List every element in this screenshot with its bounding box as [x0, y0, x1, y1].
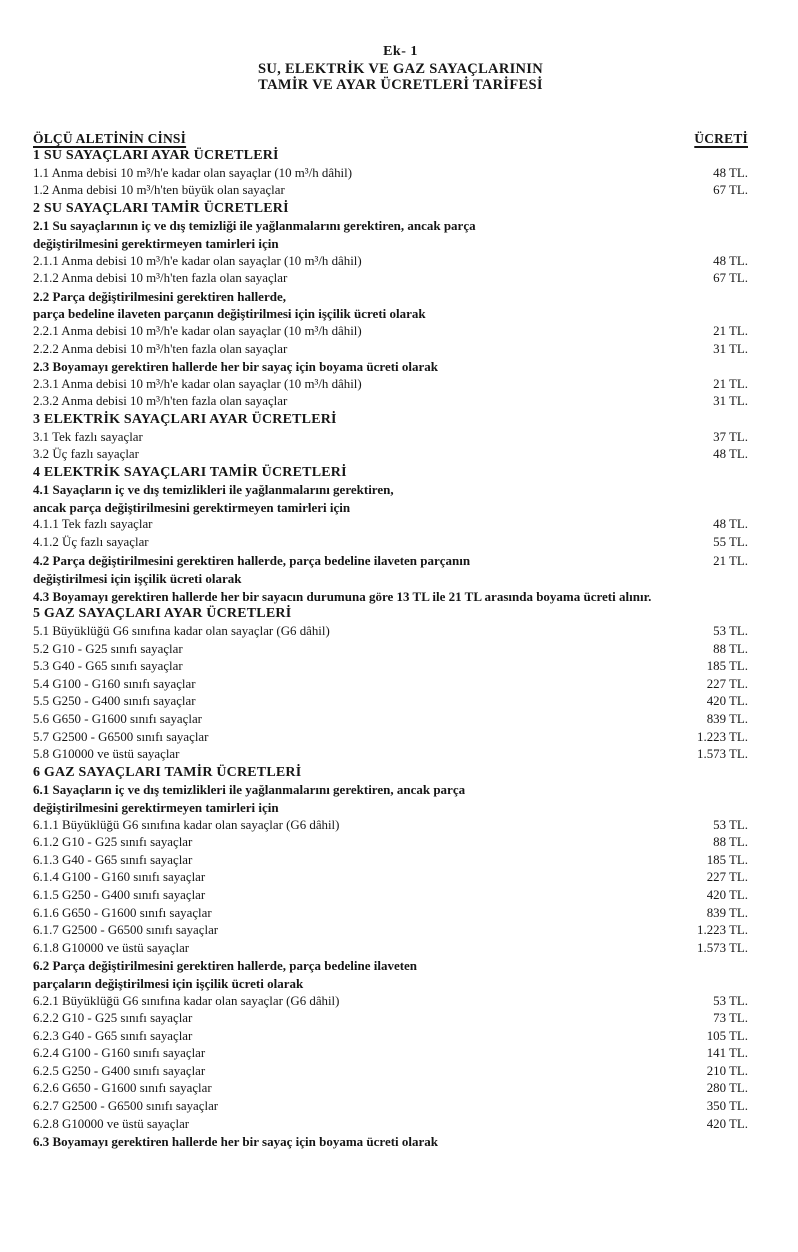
row-label: 5.8 G10000 ve üstü sayaçlar	[33, 747, 180, 762]
row-price: 141 TL.	[706, 1046, 748, 1061]
table-row	[33, 1116, 748, 1134]
row-label: 4.1.1 Tek fazlı sayaçlar	[33, 517, 153, 532]
table-row	[33, 957, 748, 975]
row-label: 5.1 Büyüklüğü G6 sınıfına kadar olan sayaçlar (G6 dâhil)	[33, 624, 330, 639]
table-row	[33, 676, 748, 694]
row-label: 6.1.7 G2500 - G6500 sınıfı sayaçlar	[33, 923, 219, 938]
table-row	[33, 887, 748, 905]
row-label: 5.5 G250 - G400 sınıfı sayaçlar	[33, 694, 196, 709]
row-price: 185 TL.	[706, 659, 748, 674]
row-label: 5.7 G2500 - G6500 sınıfı sayaçlar	[33, 729, 209, 744]
table-row	[33, 253, 748, 271]
table-row	[33, 182, 748, 200]
table-row	[33, 534, 748, 552]
row-label: 6.2.4 G100 - G160 sınıfı sayaçlar	[33, 1046, 206, 1061]
row-label: 1 SU SAYAÇLARI AYAR ÜCRETLERİ	[33, 148, 279, 163]
row-label: 2.1.2 Anma debisi 10 m³/h'ten fazla olan sayaçlar	[33, 271, 288, 286]
row-label: 6.2.7 G2500 - G6500 sınıfı sayaçlar	[33, 1099, 219, 1114]
row-price: 280 TL.	[706, 1081, 748, 1096]
table-row	[33, 799, 748, 817]
table-row	[33, 658, 748, 676]
table-row	[33, 711, 748, 729]
row-price: 105 TL.	[706, 1028, 748, 1043]
row-label: 6.2.5 G250 - G400 sınıfı sayaçlar	[33, 1063, 206, 1078]
row-label: 6.1.1 Büyüklüğü G6 sınıfına kadar olan sayaçlar (G6 dâhil)	[33, 817, 340, 832]
row-label: 2.3.2 Anma debisi 10 m³/h'ten fazla olan sayaçlar	[33, 394, 288, 409]
row-label: 6.2.6 G650 - G1600 sınıfı sayaçlar	[33, 1081, 212, 1096]
row-price: 53 TL.	[713, 993, 748, 1008]
table-row	[33, 481, 748, 499]
row-label: 5.6 G650 - G1600 sınıfı sayaçlar	[33, 712, 202, 726]
table-row	[33, 905, 748, 923]
table-row	[33, 869, 748, 887]
row-price: 31 TL.	[713, 394, 748, 409]
table-row	[33, 641, 748, 659]
row-label: 2.2.1 Anma debisi 10 m³/h'e kadar olan sayaçlar (10 m³/h dâhil)	[33, 323, 362, 338]
row-label: 2.2.2 Anma debisi 10 m³/h'ten fazla olan sayaçlar	[33, 341, 288, 356]
row-price: 227 TL.	[706, 676, 748, 691]
row-label: 2.1.1 Anma debisi 10 m³/h'e kadar olan sayaçlar (10 m³/h dâhil)	[33, 253, 362, 268]
table-row	[33, 376, 748, 394]
row-price: 420 TL.	[706, 694, 748, 709]
row-label: 1.1 Anma debisi 10 m³/h'e kadar olan sayaçlar (10 m³/h dâhil)	[33, 165, 352, 180]
row-price: 21 TL.	[713, 323, 748, 338]
table-row	[33, 570, 748, 588]
row-price: 88 TL.	[713, 835, 748, 850]
row-price: 48 TL.	[713, 253, 748, 268]
document-title-line1: SU, ELEKTRİK VE GAZ SAYAÇLARININ	[257, 60, 544, 77]
row-label: 6.2.2 G10 - G25 sınıfı sayaçlar	[33, 1011, 193, 1026]
row-price: 73 TL.	[713, 1011, 748, 1026]
row-price: 67 TL.	[713, 271, 748, 286]
annex-label: Ek- 1	[383, 44, 418, 59]
column-header-item-type: ÖLÇÜ ALETİNİN CİNSİ	[33, 130, 187, 146]
column-header-price: ÜCRETİ	[694, 130, 748, 146]
row-price: 67 TL.	[713, 183, 748, 198]
row-label: 4.2 Parça değiştirilmesini gerektiren hallerde, parça bedeline ilaveten parçanın	[33, 552, 471, 568]
row-price: 1.223 TL.	[697, 923, 748, 938]
row-price: 1.573 TL.	[697, 747, 748, 762]
row-label: değiştirilmesi için işçilik ücreti olarak	[33, 571, 242, 587]
table-row	[33, 499, 748, 517]
row-price: 53 TL.	[713, 624, 748, 639]
row-label: 4.3 Boyamayı gerektiren hallerde her bir sayacın durumuna göre 13 TL ile 21 TL arasında boyama ücreti alınır.	[33, 588, 652, 604]
row-label: 5 GAZ SAYAÇLARI AYAR ÜCRETLERİ	[33, 606, 292, 622]
row-label: 6.1.4 G100 - G160 sınıfı sayaçlar	[33, 870, 206, 885]
row-label: 2.3.1 Anma debisi 10 m³/h'e kadar olan sayaçlar (10 m³/h dâhil)	[33, 376, 362, 391]
table-row	[33, 922, 748, 940]
document-title-block	[53, 44, 748, 94]
row-label: 2 SU SAYAÇLARI TAMİR ÜCRETLERİ	[33, 200, 289, 216]
row-label: 6.2.3 G40 - G65 sınıfı sayaçlar	[33, 1028, 193, 1043]
table-row	[33, 975, 748, 993]
table-row	[33, 746, 748, 764]
row-price: 55 TL.	[713, 535, 748, 550]
row-price: 53 TL.	[713, 817, 748, 832]
table-row	[33, 1133, 748, 1151]
row-price: 185 TL.	[706, 852, 748, 867]
row-price: 1.573 TL.	[697, 940, 748, 955]
row-price: 21 TL.	[713, 376, 748, 391]
row-label: 1.2 Anma debisi 10 m³/h'ten büyük olan sayaçlar	[33, 183, 285, 198]
table-header	[33, 130, 748, 148]
row-label: 6.1.8 G10000 ve üstü sayaçlar	[33, 940, 190, 955]
row-label: 6 GAZ SAYAÇLARI TAMİR ÜCRETLERİ	[33, 764, 302, 780]
table-row	[33, 781, 748, 799]
row-label: 5.4 G100 - G160 sınıfı sayaçlar	[33, 676, 196, 691]
table-row	[33, 588, 748, 606]
row-label: 2.1 Su sayaçlarının iç ve dış temizliği ile yağlanmalarını gerektiren, ancak parça	[33, 218, 476, 234]
row-label: 6.3 Boyamayı gerektiren hallerde her bir sayaç için boyama ücreti olarak	[33, 1134, 439, 1150]
table-row	[33, 411, 748, 429]
row-label: 6.2.8 G10000 ve üstü sayaçlar	[33, 1116, 190, 1131]
row-price: 420 TL.	[706, 887, 748, 902]
table-row	[33, 993, 748, 1011]
row-label: ancak parça değiştirilmesini gerektirmeyen tamirleri için	[33, 499, 351, 515]
table-row	[33, 852, 748, 870]
row-price: 1.223 TL.	[697, 729, 748, 744]
row-price: 839 TL.	[706, 905, 748, 920]
row-label: 6.1.5 G250 - G400 sınıfı sayaçlar	[33, 887, 206, 902]
table-row	[33, 834, 748, 852]
row-price: 88 TL.	[713, 641, 748, 656]
row-price: 31 TL.	[713, 341, 748, 356]
table-row	[33, 235, 748, 253]
row-price: 48 TL.	[713, 165, 748, 180]
row-price: 21 TL.	[713, 553, 748, 568]
table-row	[33, 464, 748, 482]
row-price: 350 TL.	[706, 1099, 748, 1114]
row-label: parçaların değiştirilmesi için işçilik ücreti olarak	[33, 975, 304, 991]
table-row	[33, 305, 748, 323]
table-row	[33, 200, 748, 218]
row-label: 6.1.6 G650 - G1600 sınıfı sayaçlar	[33, 905, 212, 920]
row-label: 6.1 Sayaçların iç ve dış temizlikleri ile yağlanmalarını gerektiren, ancak parça	[33, 782, 466, 798]
row-label: 6.2.1 Büyüklüğü G6 sınıfına kadar olan sayaçlar (G6 dâhil)	[33, 993, 340, 1008]
table-row	[33, 217, 748, 235]
row-label: 3 ELEKTRİK SAYAÇLARI AYAR ÜCRETLERİ	[33, 411, 337, 427]
table-row	[33, 1098, 748, 1116]
row-label: 2.3 Boyamayı gerektiren hallerde her bir sayaç için boyama ücreti olarak	[33, 359, 439, 375]
row-label: 6.1.2 G10 - G25 sınıfı sayaçlar	[33, 835, 193, 850]
row-label: 6.2 Parça değiştirilmesini gerektiren hallerde, parça bedeline ilaveten	[33, 958, 418, 974]
table-row	[33, 1045, 748, 1063]
table-row	[33, 270, 748, 288]
table-row	[33, 1063, 748, 1081]
row-price: 227 TL.	[706, 870, 748, 885]
row-price: 48 TL.	[713, 447, 748, 462]
row-label: 5.2 G10 - G25 sınıfı sayaçlar	[33, 641, 183, 656]
table-row	[33, 1010, 748, 1028]
table-row	[33, 341, 748, 359]
row-label: 3.1 Tek fazlı sayaçlar	[33, 429, 143, 444]
row-price: 37 TL.	[713, 429, 748, 444]
row-label: 4 ELEKTRİK SAYAÇLARI TAMİR ÜCRETLERİ	[33, 464, 347, 480]
table-row	[33, 817, 748, 835]
row-label: 3.2 Üç fazlı sayaçlar	[33, 447, 139, 462]
table-row	[33, 605, 748, 623]
row-label: 6.1.3 G40 - G65 sınıfı sayaçlar	[33, 852, 193, 867]
table-row	[33, 1028, 748, 1046]
row-label: 5.3 G40 - G65 sınıfı sayaçlar	[33, 659, 183, 674]
row-label: 2.2 Parça değiştirilmesini gerektiren hallerde,	[33, 288, 286, 304]
row-price: 210 TL.	[706, 1063, 748, 1078]
table-row	[33, 764, 748, 782]
table-row	[33, 693, 748, 711]
row-price: 420 TL.	[706, 1116, 748, 1131]
document-title-line2: TAMİR VE AYAR ÜCRETLERİ TARİFESİ	[258, 77, 543, 93]
table-row	[33, 429, 748, 447]
row-label: 4.1 Sayaçların iç ve dış temizlikleri ile yağlanmalarını gerektiren,	[33, 482, 394, 498]
table-row	[33, 358, 748, 376]
row-label: parça bedeline ilaveten parçanın değiştirilmesi için işçilik ücreti olarak	[33, 306, 426, 322]
table-row	[33, 165, 748, 183]
table-row	[33, 623, 748, 641]
row-label: 4.1.2 Üç fazlı sayaçlar	[33, 535, 149, 550]
table-row	[33, 516, 748, 534]
table-row	[33, 940, 748, 958]
table-row	[33, 323, 748, 341]
table-row	[33, 446, 748, 464]
table-body	[33, 147, 748, 1151]
table-row	[33, 729, 748, 747]
table-row	[33, 393, 748, 411]
table-row	[33, 288, 748, 306]
row-price: 48 TL.	[713, 517, 748, 532]
row-label: değiştirilmesini gerektirmeyen tamirleri için	[33, 235, 279, 251]
table-row	[33, 552, 748, 571]
row-label: değiştirilmesini gerektirmeyen tamirleri için	[33, 799, 279, 815]
row-price: 839 TL.	[706, 712, 748, 726]
table-row	[33, 147, 748, 165]
table-row	[33, 1080, 748, 1098]
